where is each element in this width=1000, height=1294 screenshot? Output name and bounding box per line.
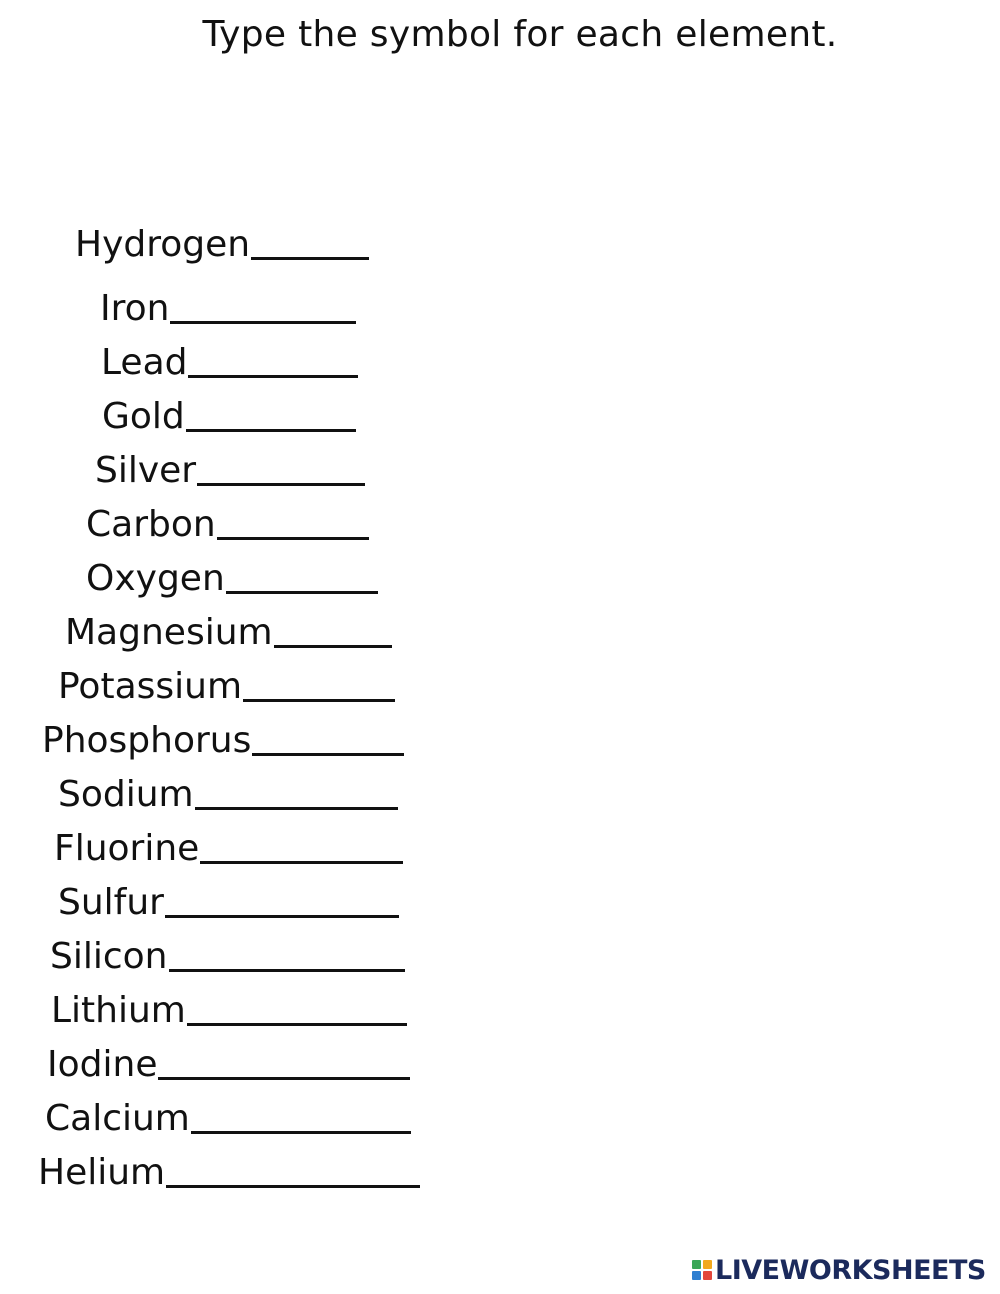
logo-text: LIVEWORKSHEETS (715, 1254, 986, 1286)
symbol-answer-blank[interactable] (165, 885, 399, 918)
worksheet-instruction: Type the symbol for each element. (202, 14, 838, 55)
element-name: Iron (100, 288, 170, 329)
element-row (100, 287, 356, 331)
symbol-answer-blank[interactable] (197, 453, 365, 486)
liveworksheets-logo (692, 1250, 986, 1290)
element-row (75, 223, 369, 267)
element-row (58, 881, 399, 925)
element-name: Lithium (51, 990, 186, 1031)
symbol-answer-blank[interactable] (200, 831, 403, 864)
element-name: Magnesium (65, 612, 273, 653)
element-row (45, 1097, 411, 1141)
element-name: Oxygen (86, 558, 225, 599)
element-row (42, 719, 404, 763)
symbol-answer-blank[interactable] (226, 561, 378, 594)
symbol-answer-blank[interactable] (188, 345, 358, 378)
symbol-answer-blank[interactable] (166, 1155, 420, 1188)
symbol-answer-blank[interactable] (170, 291, 356, 324)
symbol-answer-blank[interactable] (186, 399, 356, 432)
symbol-answer-blank[interactable] (158, 1047, 410, 1080)
symbol-answer-blank[interactable] (252, 723, 404, 756)
element-name: Carbon (86, 504, 216, 545)
symbol-answer-blank[interactable] (169, 939, 405, 972)
element-name: Helium (38, 1152, 166, 1193)
element-row (58, 773, 398, 817)
symbol-answer-blank[interactable] (217, 507, 369, 540)
element-row (95, 449, 365, 493)
element-row (38, 1151, 420, 1195)
element-name: Phosphorus (42, 720, 252, 761)
element-row (101, 341, 358, 385)
element-row (54, 827, 403, 871)
element-row (65, 611, 392, 655)
element-name: Hydrogen (75, 224, 251, 265)
logo-mark-icon (692, 1260, 712, 1280)
element-row (50, 935, 405, 979)
symbol-answer-blank[interactable] (191, 1101, 411, 1134)
element-row (102, 395, 356, 439)
element-name: Sodium (58, 774, 194, 815)
element-name: Calcium (45, 1098, 190, 1139)
element-name: Potassium (58, 666, 243, 707)
symbol-answer-blank[interactable] (243, 669, 395, 702)
element-row (47, 1043, 410, 1087)
logo-square-icon (692, 1260, 701, 1269)
element-row (51, 989, 407, 1033)
element-name: Silver (95, 450, 197, 491)
element-name: Silicon (50, 936, 168, 977)
element-row (86, 503, 369, 547)
element-row (86, 557, 378, 601)
element-name: Sulfur (58, 882, 164, 923)
element-row (58, 665, 395, 709)
logo-square-icon (703, 1271, 712, 1280)
element-name: Iodine (47, 1044, 158, 1085)
logo-square-icon (692, 1271, 701, 1280)
element-name: Fluorine (54, 828, 200, 869)
element-name: Gold (102, 396, 185, 437)
symbol-answer-blank[interactable] (274, 615, 392, 648)
element-name: Lead (101, 342, 188, 383)
logo-square-icon (703, 1260, 712, 1269)
symbol-answer-blank[interactable] (195, 777, 398, 810)
symbol-answer-blank[interactable] (251, 227, 369, 260)
symbol-answer-blank[interactable] (187, 993, 407, 1026)
